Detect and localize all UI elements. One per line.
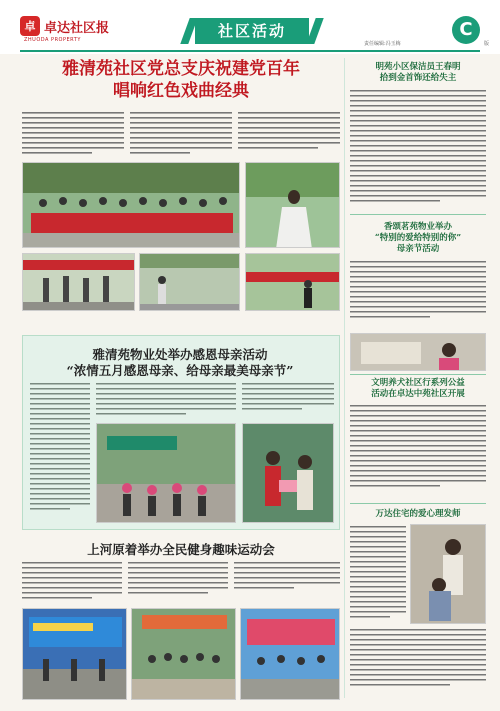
sports-body-col-1: [22, 560, 122, 606]
right-article-2-title-line-3: 母亲节活动: [396, 244, 440, 254]
photo-mothers-day-event: [96, 423, 236, 523]
text-lines-graphic: [238, 110, 340, 158]
photo-sports-stage: [22, 608, 127, 700]
text-lines-graphic: [130, 110, 232, 158]
right-article-1-title-line-1: 明苑小区保洁员王春明: [375, 62, 461, 72]
section-tag: 社区活动: [195, 18, 309, 44]
right-article-2-title-line-1: 香颂茗苑物业举办: [383, 222, 452, 232]
text-lines-graphic: [234, 560, 340, 606]
lead-article-title: [22, 58, 340, 102]
logo-mark: 卓: [20, 16, 40, 36]
mothers-day-title: [30, 347, 330, 379]
barber-photo-graphic: [411, 525, 486, 624]
sports-body-col-3: [234, 560, 340, 606]
page-word: 版: [484, 41, 490, 47]
mothers-day-body-col-2: [96, 381, 236, 421]
group-photo-graphic: [23, 163, 240, 248]
mothers-day-body-col-3: [242, 381, 334, 421]
right-article-2-title-line-2: “特别的爱给特别的你”: [374, 233, 462, 243]
sports-crowd-photo-graphic: [132, 609, 236, 700]
column-divider: [344, 58, 345, 698]
logo-text: 卓达社区报: [44, 20, 110, 36]
photo-sports-crowd: [131, 608, 236, 700]
sports-team-photo-graphic: [241, 609, 340, 700]
text-lines-graphic: [350, 403, 486, 499]
sports-body-col-2: [128, 560, 228, 606]
right-article-4-title: [350, 509, 486, 520]
right-article-2-body: [350, 259, 486, 329]
mothers-day-photo-graphic: [97, 424, 236, 523]
masthead: [0, 0, 500, 54]
newspaper-logo: [20, 16, 109, 36]
text-lines-graphic: [22, 560, 122, 606]
text-lines-graphic: [350, 88, 486, 210]
solo-photo-graphic: [140, 254, 240, 311]
text-lines-graphic: [30, 381, 90, 516]
right-divider-2: [350, 374, 486, 375]
photo-mothers-day-portrait: [350, 333, 486, 371]
right-article-4-body-bottom: [350, 627, 486, 699]
text-lines-graphic: [350, 627, 486, 699]
right-article-2-title: [350, 222, 486, 255]
photo-performer-banner: [245, 253, 340, 311]
text-lines-graphic: [350, 259, 486, 329]
right-article-3-title-line-1: 文明养犬社区行系列公益: [371, 378, 465, 388]
sports-article-title: 上河原着举办全民健身趣味运动会: [87, 542, 275, 557]
page-letter-badge: C: [452, 16, 480, 44]
banner-photo-graphic: [246, 254, 340, 311]
mothers-day-title-line-2: “浓情五月感恩母亲、给母亲最美母亲节”: [66, 363, 294, 378]
lead-title-line-2: 唱响红色戏曲经典: [113, 81, 249, 101]
photo-performer-woman: [245, 162, 340, 248]
right-article-3-title-line-2: 活动在卓达中苑社区开展: [371, 389, 465, 399]
lead-body-col-2: [130, 110, 232, 158]
right-article-4-body-left: [350, 524, 406, 624]
header-rule: [20, 50, 480, 52]
photo-singers-stage: [22, 253, 135, 311]
photo-barber: [410, 524, 486, 624]
mothers-day-title-line-1: 雅清苑物业处举办感恩母亲活动: [92, 347, 268, 362]
sports-stage-photo-graphic: [23, 609, 127, 700]
mothers-day-body-col-1: [30, 381, 90, 516]
lead-body-col-3: [238, 110, 340, 158]
right-divider-3: [350, 503, 486, 504]
text-lines-graphic: [350, 524, 406, 624]
right-article-1-title: [350, 62, 486, 84]
text-lines-graphic: [128, 560, 228, 606]
text-lines-graphic: [242, 381, 334, 421]
photo-sports-team: [240, 608, 340, 700]
right-article-3-body: [350, 403, 486, 499]
lead-title-line-1: 雅清苑社区党总支庆祝建党百年: [62, 59, 300, 79]
stage-photo-graphic: [23, 254, 135, 311]
editor-credit: 责任编辑:冯玉梅: [364, 41, 401, 47]
photo-mothers-day-gift: [242, 423, 334, 523]
right-article-1-title-line-2: 拾到金首饰还给失主: [379, 73, 457, 83]
right-divider-1: [350, 214, 486, 215]
logo-subtitle: ZHUODA PROPERTY: [24, 37, 81, 43]
performer-photo-graphic: [246, 163, 340, 248]
text-lines-graphic: [96, 381, 236, 421]
right-article-3-title: [350, 378, 486, 400]
right-article-1-body: [350, 88, 486, 210]
text-lines-graphic: [22, 110, 124, 158]
portrait-photo-graphic: [351, 334, 486, 371]
photo-group-with-banners: [22, 162, 240, 248]
gift-photo-graphic: [243, 424, 334, 523]
lead-body-col-1: [22, 110, 124, 158]
photo-solo-singer: [139, 253, 240, 311]
right-article-4-title-line-1: 万达住宅的爱心理发师: [375, 509, 461, 519]
